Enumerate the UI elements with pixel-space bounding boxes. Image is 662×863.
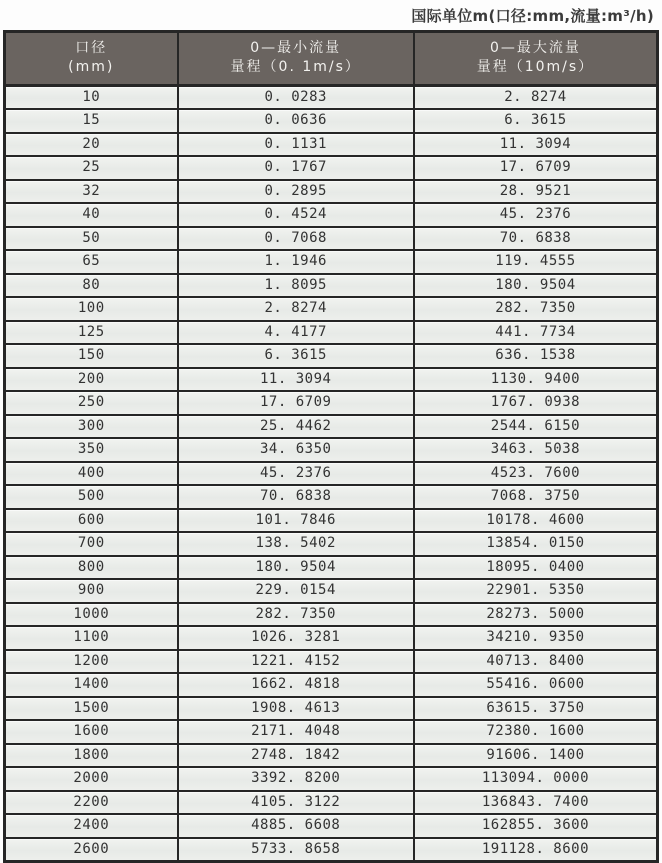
cell-max-flow: 191128. 8600	[414, 838, 658, 862]
cell-min-flow: 1. 8095	[178, 274, 414, 298]
cell-min-flow: 1221. 4152	[178, 650, 414, 674]
cell-max-flow: 4523. 7600	[414, 462, 658, 486]
table-header	[5, 32, 658, 86]
cell-diameter: 15	[5, 109, 178, 133]
table-row	[5, 368, 658, 392]
cell-min-flow: 101. 7846	[178, 509, 414, 533]
cell-diameter: 1800	[5, 744, 178, 768]
cell-diameter: 1400	[5, 673, 178, 697]
cell-max-flow: 45. 2376	[414, 203, 658, 227]
table-row	[5, 156, 658, 180]
cell-diameter: 900	[5, 579, 178, 603]
table-row	[5, 415, 658, 439]
cell-min-flow: 6. 3615	[178, 344, 414, 368]
cell-max-flow: 13854. 0150	[414, 532, 658, 556]
table-row	[5, 203, 658, 227]
cell-max-flow: 6. 3615	[414, 109, 658, 133]
table-row	[5, 109, 658, 133]
cell-max-flow: 7068. 3750	[414, 485, 658, 509]
cell-diameter: 2600	[5, 838, 178, 862]
cell-min-flow: 2171. 4048	[178, 720, 414, 744]
cell-diameter: 600	[5, 509, 178, 533]
cell-min-flow: 0. 4524	[178, 203, 414, 227]
table-row	[5, 673, 658, 697]
table-row	[5, 438, 658, 462]
table-row	[5, 767, 658, 791]
cell-max-flow: 441. 7734	[414, 321, 658, 345]
cell-diameter: 100	[5, 297, 178, 321]
table-row	[5, 791, 658, 815]
table-row	[5, 509, 658, 533]
cell-min-flow: 0. 0636	[178, 109, 414, 133]
cell-min-flow: 17. 6709	[178, 391, 414, 415]
cell-diameter: 700	[5, 532, 178, 556]
column-header-diameter	[5, 32, 178, 86]
cell-diameter: 32	[5, 180, 178, 204]
cell-max-flow: 63615. 3750	[414, 697, 658, 721]
cell-max-flow: 2. 8274	[414, 85, 658, 109]
cell-diameter: 2200	[5, 791, 178, 815]
table-row	[5, 391, 658, 415]
table-row	[5, 650, 658, 674]
cell-min-flow: 0. 0283	[178, 85, 414, 109]
cell-max-flow: 10178. 4600	[414, 509, 658, 533]
cell-max-flow: 70. 6838	[414, 227, 658, 251]
cell-max-flow: 55416. 0600	[414, 673, 658, 697]
cell-diameter: 1200	[5, 650, 178, 674]
cell-max-flow: 91606. 1400	[414, 744, 658, 768]
cell-diameter: 2400	[5, 814, 178, 838]
table-row	[5, 744, 658, 768]
cell-max-flow: 113094. 0000	[414, 767, 658, 791]
flow-range-table	[3, 30, 659, 863]
cell-min-flow: 5733. 8658	[178, 838, 414, 862]
cell-min-flow: 0. 7068	[178, 227, 414, 251]
cell-min-flow: 70. 6838	[178, 485, 414, 509]
cell-diameter: 10	[5, 85, 178, 109]
cell-diameter: 200	[5, 368, 178, 392]
cell-max-flow: 636. 1538	[414, 344, 658, 368]
cell-diameter: 1100	[5, 626, 178, 650]
cell-max-flow: 119. 4555	[414, 250, 658, 274]
cell-diameter: 500	[5, 485, 178, 509]
table-row	[5, 274, 658, 298]
cell-diameter: 65	[5, 250, 178, 274]
cell-min-flow: 4885. 6608	[178, 814, 414, 838]
cell-diameter: 250	[5, 391, 178, 415]
cell-min-flow: 11. 3094	[178, 368, 414, 392]
cell-min-flow: 1. 1946	[178, 250, 414, 274]
cell-min-flow: 0. 2895	[178, 180, 414, 204]
table-row	[5, 556, 658, 580]
cell-min-flow: 1908. 4613	[178, 697, 414, 721]
header-line-1: 0—最小流量	[250, 40, 342, 56]
cell-diameter: 50	[5, 227, 178, 251]
cell-min-flow: 2748. 1842	[178, 744, 414, 768]
cell-min-flow: 1026. 3281	[178, 626, 414, 650]
cell-min-flow: 3392. 8200	[178, 767, 414, 791]
cell-max-flow: 18095. 0400	[414, 556, 658, 580]
cell-min-flow: 180. 9504	[178, 556, 414, 580]
cell-diameter: 2000	[5, 767, 178, 791]
table-row	[5, 133, 658, 157]
column-header-min-flow	[178, 32, 414, 86]
cell-min-flow: 1662. 4818	[178, 673, 414, 697]
cell-diameter: 1500	[5, 697, 178, 721]
page-title: 国际单位m(口径:mm,流量:m³/h)	[411, 7, 654, 25]
cell-diameter: 400	[5, 462, 178, 486]
table-row	[5, 532, 658, 556]
table-row	[5, 297, 658, 321]
cell-min-flow: 229. 0154	[178, 579, 414, 603]
cell-diameter: 1600	[5, 720, 178, 744]
cell-max-flow: 11. 3094	[414, 133, 658, 157]
cell-diameter: 40	[5, 203, 178, 227]
cell-min-flow: 2. 8274	[178, 297, 414, 321]
cell-max-flow: 2544. 6150	[414, 415, 658, 439]
table-row	[5, 838, 658, 862]
cell-min-flow: 25. 4462	[178, 415, 414, 439]
cell-diameter: 150	[5, 344, 178, 368]
table-row	[5, 626, 658, 650]
table-body	[5, 85, 658, 862]
table-row	[5, 227, 658, 251]
header-line-1: 0—最大流量	[489, 40, 581, 56]
cell-min-flow: 34. 6350	[178, 438, 414, 462]
table-row	[5, 603, 658, 627]
table-row	[5, 485, 658, 509]
cell-max-flow: 34210. 9350	[414, 626, 658, 650]
cell-max-flow: 28273. 5000	[414, 603, 658, 627]
cell-min-flow: 0. 1767	[178, 156, 414, 180]
cell-min-flow: 138. 5402	[178, 532, 414, 556]
table-row	[5, 814, 658, 838]
table-row	[5, 697, 658, 721]
header-row	[5, 32, 658, 86]
cell-max-flow: 136843. 7400	[414, 791, 658, 815]
cell-diameter: 25	[5, 156, 178, 180]
cell-min-flow: 4. 4177	[178, 321, 414, 345]
cell-min-flow: 0. 1131	[178, 133, 414, 157]
table-row	[5, 720, 658, 744]
cell-diameter: 20	[5, 133, 178, 157]
table-row	[5, 250, 658, 274]
cell-diameter: 80	[5, 274, 178, 298]
table-row	[5, 344, 658, 368]
cell-min-flow: 4105. 3122	[178, 791, 414, 815]
cell-max-flow: 3463. 5038	[414, 438, 658, 462]
cell-min-flow: 282. 7350	[178, 603, 414, 627]
table-row	[5, 85, 658, 109]
table-row	[5, 462, 658, 486]
header-line-2: (mm)	[68, 58, 115, 75]
cell-max-flow: 162855. 3600	[414, 814, 658, 838]
cell-max-flow: 1767. 0938	[414, 391, 658, 415]
cell-diameter: 125	[5, 321, 178, 345]
cell-max-flow: 282. 7350	[414, 297, 658, 321]
cell-max-flow: 22901. 5350	[414, 579, 658, 603]
table-row	[5, 321, 658, 345]
header-line-2: 量程（0. 1m/s）	[230, 58, 361, 75]
cell-max-flow: 40713. 8400	[414, 650, 658, 674]
cell-max-flow: 17. 6709	[414, 156, 658, 180]
cell-min-flow: 45. 2376	[178, 462, 414, 486]
column-header-max-flow	[414, 32, 658, 86]
header-line-2: 量程（10m/s）	[476, 58, 595, 75]
cell-diameter: 1000	[5, 603, 178, 627]
header-line-1: 口径	[75, 40, 108, 56]
cell-diameter: 350	[5, 438, 178, 462]
cell-diameter: 300	[5, 415, 178, 439]
cell-max-flow: 180. 9504	[414, 274, 658, 298]
cell-max-flow: 28. 9521	[414, 180, 658, 204]
cell-max-flow: 72380. 1600	[414, 720, 658, 744]
cell-max-flow: 1130. 9400	[414, 368, 658, 392]
table-row	[5, 180, 658, 204]
cell-diameter: 800	[5, 556, 178, 580]
table-row	[5, 579, 658, 603]
